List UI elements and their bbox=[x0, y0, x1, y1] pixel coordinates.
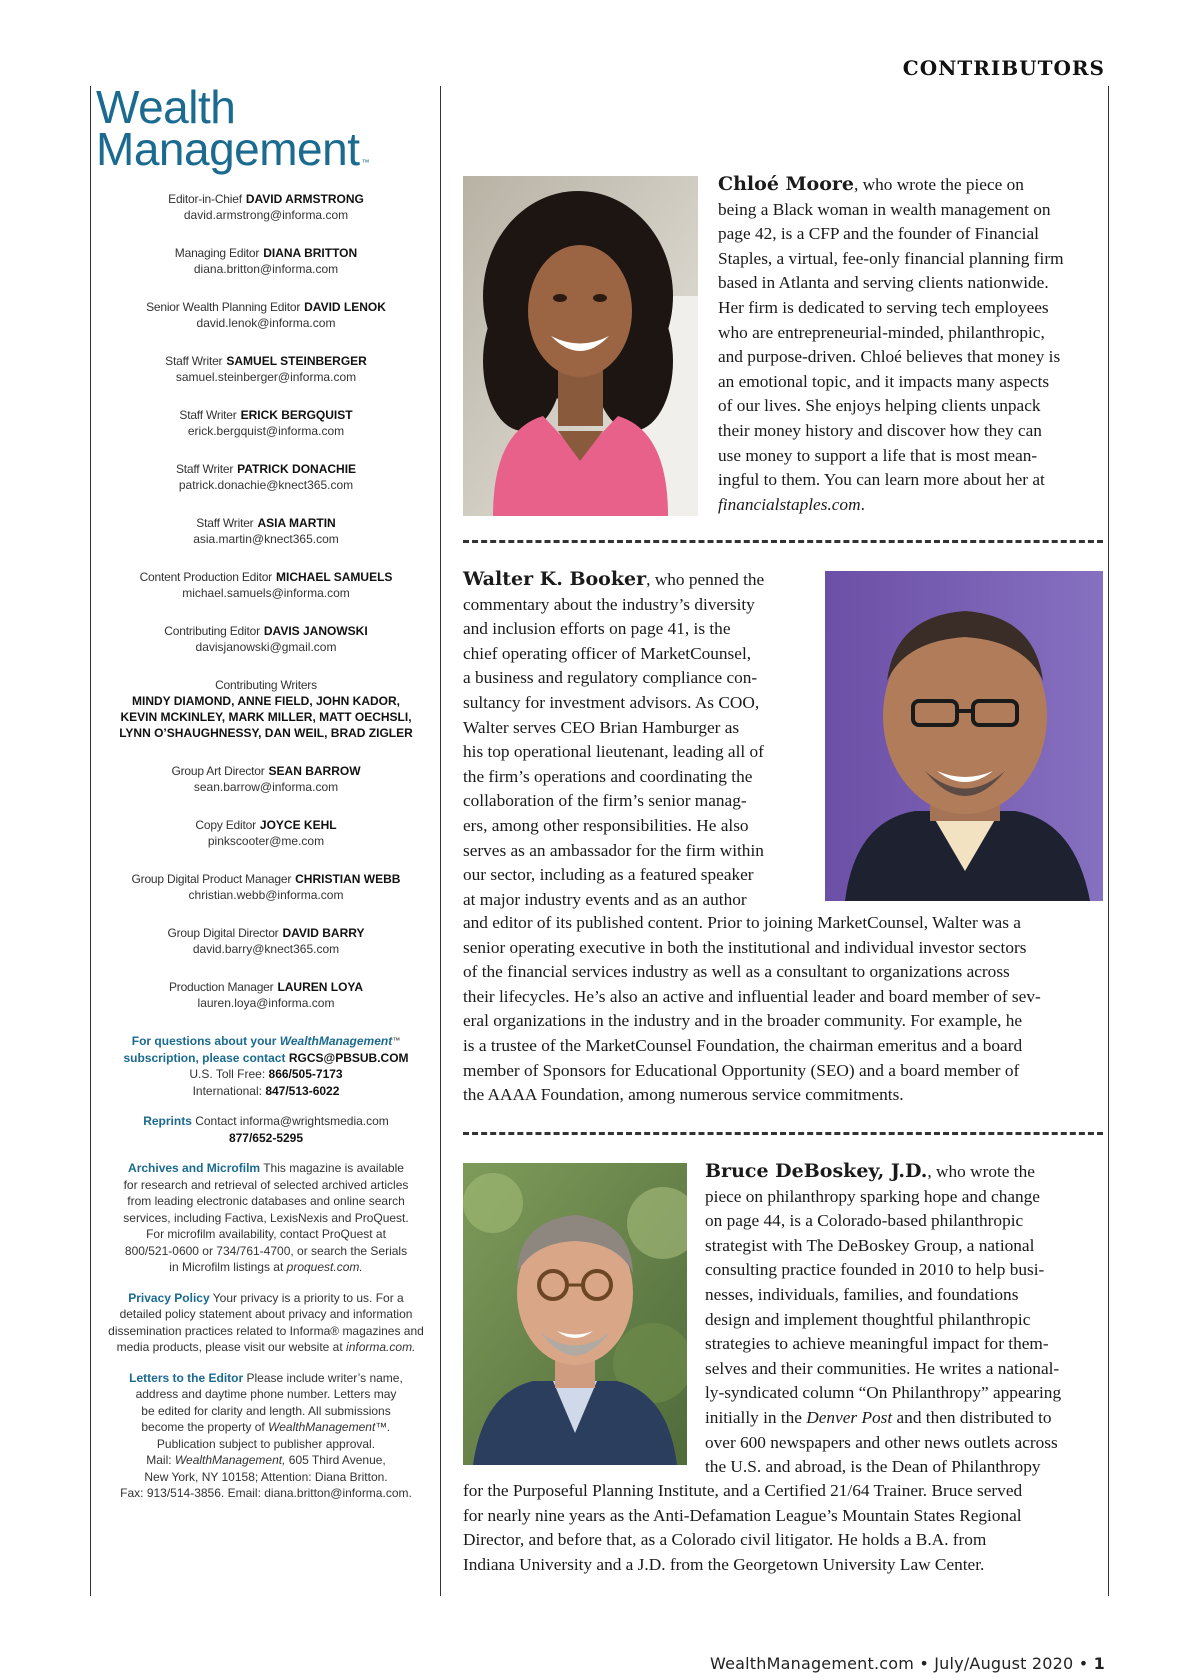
section-title: CONTRIBUTORS bbox=[902, 56, 1105, 80]
staff-email: erick.bergquist@informa.com bbox=[187, 424, 345, 438]
staff-email: david.barry@knect365.com bbox=[192, 942, 340, 956]
staff-email: david.lenok@informa.com bbox=[196, 316, 336, 330]
reprints-info: Reprints Contact informa@wrightsmedia.com 877/652-5295 bbox=[143, 1114, 389, 1145]
staff-entry: Staff Writer ERICK BERGQUIST erick.bergquist@informa.com bbox=[96, 407, 436, 439]
page-number: 1 bbox=[1093, 1654, 1105, 1673]
staff-entry: Group Digital Director DAVID BARRY david.barry@knect365.com bbox=[96, 925, 436, 957]
contributing-writers: Contributing Writers MINDY DIAMOND, ANNE FIELD, JOHN KADOR, KEVIN MCKINLEY, MARK MILLER, MATT OECHSLI, LYNN O’SHAUGHNESSY, DAN WEIL, BRAD ZIGLER bbox=[119, 678, 413, 740]
logo-line-1: Wealth bbox=[96, 81, 236, 133]
staff-email: asia.martin@knect365.com bbox=[193, 532, 339, 546]
section-divider bbox=[463, 1132, 1103, 1135]
photo-bruce-deboskey bbox=[463, 1163, 687, 1465]
bio-bruce-deboskey-continued: for the Purposeful Planning Institute, and a Certified 21/64 Trainer. Bruce served for nearly nine years as the Anti-Defamation League’s Mountain States Regional Director, and before that, as a Colorado civil litigator. He holds a B.A. from Indiana University and a J.D. from the Georgetown University Law Center. bbox=[463, 1481, 1023, 1574]
letters-info: Letters to the Editor Please include writer’s name, address and daytime phone number. Letters may be edited for clarity and length. All submissions become the property of WealthManagement™. Publication subject to publisher approval. Mail: WealthManagement, 605 Third Avenue, New York, NY 10158; Attention: Diana Britton. Fax: 913/514-3856. Email: diana.britton@informa.com. bbox=[120, 1370, 412, 1500]
staff-entry: Group Art Director SEAN BARROW sean.barrow@informa.com bbox=[96, 763, 436, 795]
staff-email: samuel.steinberger@informa.com bbox=[175, 370, 357, 384]
staff-entry: Contributing Editor DAVIS JANOWSKI davisjanowski@gmail.com bbox=[96, 623, 436, 655]
staff-entry: Staff Writer PATRICK DONACHIE patrick.donachie@knect365.com bbox=[96, 461, 436, 493]
contributor-name: Walter K. Booker bbox=[463, 568, 647, 590]
staff-entry: Senior Wealth Planning Editor DAVID LENOK david.lenok@informa.com bbox=[96, 299, 436, 331]
staff-email: michael.samuels@informa.com bbox=[182, 586, 350, 600]
left-column-rule bbox=[90, 86, 91, 1596]
staff-email: christian.webb@informa.com bbox=[188, 888, 344, 902]
portrait-older-man-image bbox=[463, 1163, 687, 1465]
subscription-info: For questions about your WealthManagement™ subscription, please contact RGCS@PBSUB.COM U.S. Toll Free: 866/505-7173 International: 847/513-6022 bbox=[123, 1034, 409, 1098]
privacy-info: Privacy Policy Your privacy is a priority to us. For a detailed policy statement about privacy and information dissemination practices related to Informa® magazines and media products, please visit our website at informa.com. bbox=[108, 1290, 424, 1354]
bio-bruce-deboskey: Bruce DeBoskey, J.D., who wrote the piece on philanthropy sparking hope and change on page 44, is a Colorado-based philanthropic strategist with The DeBoskey Group, a national consulting practice founded in 2010 to help busi- nesses, individuals, families, and foundations design and implement thoughtful philanthropic strategies to achieve meaningful impact for them- selves and their communities. He writes a national- ly-syndicated column “On Philanthropy” appearing initially in the Denver Post and then distributed to over 600 newspapers and other news outlets across the U.S. and abroad, is the Dean of Philanthropy bbox=[705, 1160, 1062, 1477]
staff-email: diana.britton@informa.com bbox=[193, 262, 339, 276]
contributor-name: Chloé Moore bbox=[718, 173, 855, 195]
staff-listing bbox=[96, 191, 436, 1516]
proquest-link[interactable]: proquest.com. bbox=[286, 1260, 363, 1274]
photo-chloe-moore bbox=[463, 176, 698, 516]
logo-trademark: ™ bbox=[361, 158, 369, 167]
staff-entry: Content Production Editor MICHAEL SAMUELS michael.samuels@informa.com bbox=[96, 569, 436, 601]
staff-entry: Managing Editor DIANA BRITTON diana.britton@informa.com bbox=[96, 245, 436, 277]
staff-entry: Production Manager LAUREN LOYA lauren.loya@informa.com bbox=[96, 979, 436, 1011]
portrait-woman-image bbox=[463, 176, 698, 516]
staff-email: davisjanowski@gmail.com bbox=[195, 640, 337, 654]
bio-chloe-moore: Chloé Moore, who wrote the piece on being a Black woman in wealth management on page 42, is a CFP and the founder of Financial Staples, a virtual, fee-only financial planning firm based in Atlanta and serving clients nationwide. Her firm is dedicated to serving tech employees who are entrepreneurial-minded, philanthropic, and purpose-driven. Chloé believes that money is an emotional topic, and it impacts many aspects of our lives. She enjoys helping clients unpack their money history and discover how they can use money to support a life that is most mean- ingful to them. You can learn more about her at financialstaples.com. bbox=[718, 173, 1064, 514]
staff-email: sean.barrow@informa.com bbox=[193, 780, 339, 794]
staff-email: patrick.donachie@knect365.com bbox=[178, 478, 354, 492]
contributor-name: Bruce DeBoskey, J.D. bbox=[705, 1160, 928, 1182]
staff-email: lauren.loya@informa.com bbox=[197, 996, 335, 1010]
staff-email: pinkscooter@me.com bbox=[207, 834, 325, 848]
footer-date: July/August 2020 bbox=[934, 1654, 1074, 1673]
footer-site[interactable]: WealthManagement.com bbox=[710, 1654, 915, 1673]
bio-walter-booker-continued: and editor of its published content. Prior to joining MarketCounsel, Walter was a senior operating executive in both the institutional and individual investor sectors of the financial services industry as well as a consultant to organizations across their lifecycles. He’s also an active and influential leader and board member of sev- eral organizations in the industry and in the broader community. For example, he is a trustee of the MarketCounsel Foundation, the chairman emeritus and a board member of Sponsors for Educational Opportunity (SEO) and a board member of the AAAA Foundation, among numerous service commitments. bbox=[463, 913, 1041, 1105]
center-column-rule bbox=[440, 86, 441, 1596]
staff-entry: Group Digital Product Manager CHRISTIAN WEBB christian.webb@informa.com bbox=[96, 871, 436, 903]
bio-walter-booker: Walter K. Booker, who penned the commentary about the industry’s diversity and inclusion efforts on page 41, is the chief operating officer of MarketCounsel, a business and regulatory compliance con- sultancy for investment advisors. As COO, Walter serves CEO Brian Hamburger as his top operational lieutenant, leading all of the firm’s operations and coordinating the collaboration of the firm’s senior manag- ers, among other responsibilities. He also serves as an ambassador for the firm within our sector, including as a featured speaker at major industry events and as an author bbox=[463, 568, 765, 909]
archives-info: Archives and Microfilm This magazine is available for research and retrieval of selected archived articles from leading electronic databases and online search services, including Factiva, LexisNexis and ProQuest. For microfilm availability, contact ProQuest at 800/521-0600 or 734/761-4700, or search the Serials in Microfilm listings at proquest.com. bbox=[123, 1161, 409, 1274]
staff-entry: Staff Writer SAMUEL STEINBERGER samuel.steinberger@informa.com bbox=[96, 353, 436, 385]
staff-entry: Copy Editor JOYCE KEHL pinkscooter@me.com bbox=[96, 817, 436, 849]
informa-link[interactable]: informa.com. bbox=[346, 1340, 416, 1354]
page-footer: WealthManagement.com • July/August 2020 • 1 bbox=[710, 1654, 1105, 1673]
photo-walter-booker bbox=[825, 571, 1103, 901]
section-divider bbox=[463, 540, 1103, 543]
logo-line-2: Management bbox=[96, 123, 360, 175]
masthead-logo bbox=[96, 81, 436, 184]
portrait-man-glasses-image bbox=[825, 571, 1103, 901]
staff-email: david.armstrong@informa.com bbox=[183, 208, 349, 222]
financialstaples-link[interactable]: financialstaples.com bbox=[718, 494, 861, 514]
staff-entry: Staff Writer ASIA MARTIN asia.martin@knect365.com bbox=[96, 515, 436, 547]
staff-entry: Editor-in-Chief DAVID ARMSTRONG david.armstrong@informa.com bbox=[96, 191, 436, 223]
